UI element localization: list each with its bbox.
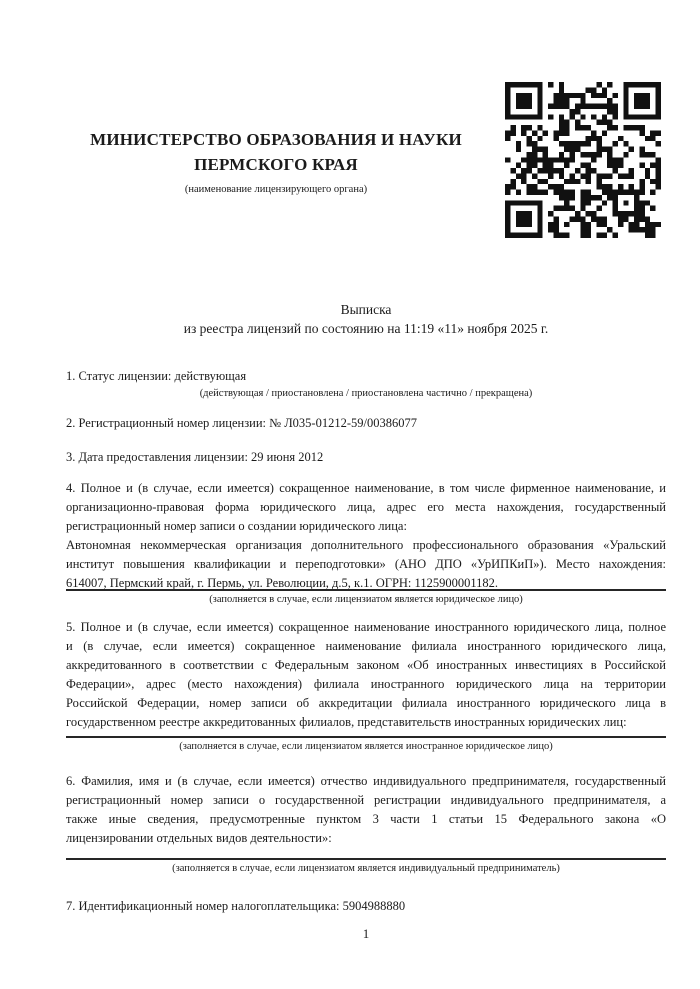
paragraph-line: лицензировании отдельных видов деятельности»: <box>66 831 332 845</box>
paragraph-line: 5. Полное и (в случае, если имеется) сокращенное наименование иностранного юридического лица, полное <box>66 620 666 634</box>
document-title-line2: из реестра лицензий по состоянию на 11:19 «11» ноября 2025 г. <box>183 320 549 336</box>
item-1-caption: (действующая / приостановлена / приостановлена частично / прекращена) <box>199 388 533 399</box>
item-5-foreign-entity <box>66 618 666 732</box>
paragraph-line: и (в случае, если имеется) сокращенное наименование филиала иностранного юридического лица, <box>66 639 666 653</box>
item-6-field-line <box>66 858 666 860</box>
item-6-caption: (заполняется в случае, если лицензиатом является индивидуальный предприниматель) <box>172 863 560 874</box>
item-5-caption: (заполняется в случае, если лицензиатом является иностранное юридическое лицо) <box>179 741 553 752</box>
item-4-caption: (заполняется в случае, если лицензиатом является юридическое лицо) <box>209 594 523 605</box>
paragraph-line: также иные сведения, предусмотренные пунктом 3 части 1 статьи 15 Федерального закона «О <box>66 812 666 826</box>
paragraph-line: государственном реестре аккредитованных филиалов, представительств иностранных юридических лиц: <box>66 715 627 729</box>
item-5-field-line <box>66 736 666 738</box>
item-4-licensee-details <box>66 536 666 593</box>
paragraph-line: Российской Федерации, номер записи об аккредитации филиала иностранного юридического лица в <box>66 696 666 710</box>
paragraph-line: Автономная некоммерческая организация дополнительного профессионального образования «Уральский <box>66 538 666 552</box>
item-6-entrepreneur <box>66 772 666 848</box>
item-4-heading <box>66 479 666 536</box>
ministry-name-line2: ПЕРМСКОГО КРАЯ <box>194 155 358 174</box>
paragraph-line: аккредитованного в соответствии с Федеральным законом «Об иностранных инвестициях в Российской <box>66 658 666 672</box>
qr-code <box>505 82 661 238</box>
item-4-field-line <box>66 589 666 591</box>
paragraph-line: 4. Полное и (в случае, если имеется) сокращенное наименование, в том числе фирменное наименование, и <box>66 481 666 495</box>
ministry-name-line1: МИНИСТЕРСТВО ОБРАЗОВАНИЯ И НАУКИ <box>90 130 462 149</box>
document-title <box>50 301 682 338</box>
paragraph-line: регистрационный номер записи о создании юридического лица: <box>66 519 407 533</box>
item-3-grant-date: 3. Дата предоставления лицензии: 29 июня 2012 <box>66 450 324 464</box>
paragraph-line: 6. Фамилия, имя и (в случае, если имеется) отчество индивидуального предпринимателя, государственный <box>66 774 666 788</box>
item-2-registration-number: 2. Регистрационный номер лицензии: № Л035-01212-59/00386077 <box>66 416 417 430</box>
item-7-taxpayer-number: 7. Идентификационный номер налогоплательщика: 5904988880 <box>66 899 406 913</box>
paragraph-line: 614007, Пермский край, г. Пермь, ул. Революции, д.5, к.1. ОГРН: 1125900001182. <box>66 576 498 590</box>
page-number: 1 <box>362 926 370 941</box>
licensing-authority-name <box>66 127 486 177</box>
paragraph-line: регистрационный номер записи о государственной регистрации индивидуального предпринимателя, а <box>66 793 666 807</box>
item-1-license-status: 1. Статус лицензии: действующая <box>66 369 247 383</box>
licensing-authority-caption: (наименование лицензирующего органа) <box>184 184 368 195</box>
document-title-line1: Выписка <box>340 302 392 317</box>
paragraph-line: организационно-правовая форма юридического лица, адрес его места нахождения, государственный <box>66 500 666 514</box>
paragraph-line: институт повышения квалификации и переподготовки» (АНО ДПО «УрИПКиП»). Место нахождения: <box>66 557 666 571</box>
paragraph-line: Федерации», адрес (место нахождения) филиала иностранного юридического лица на территории <box>66 677 666 691</box>
